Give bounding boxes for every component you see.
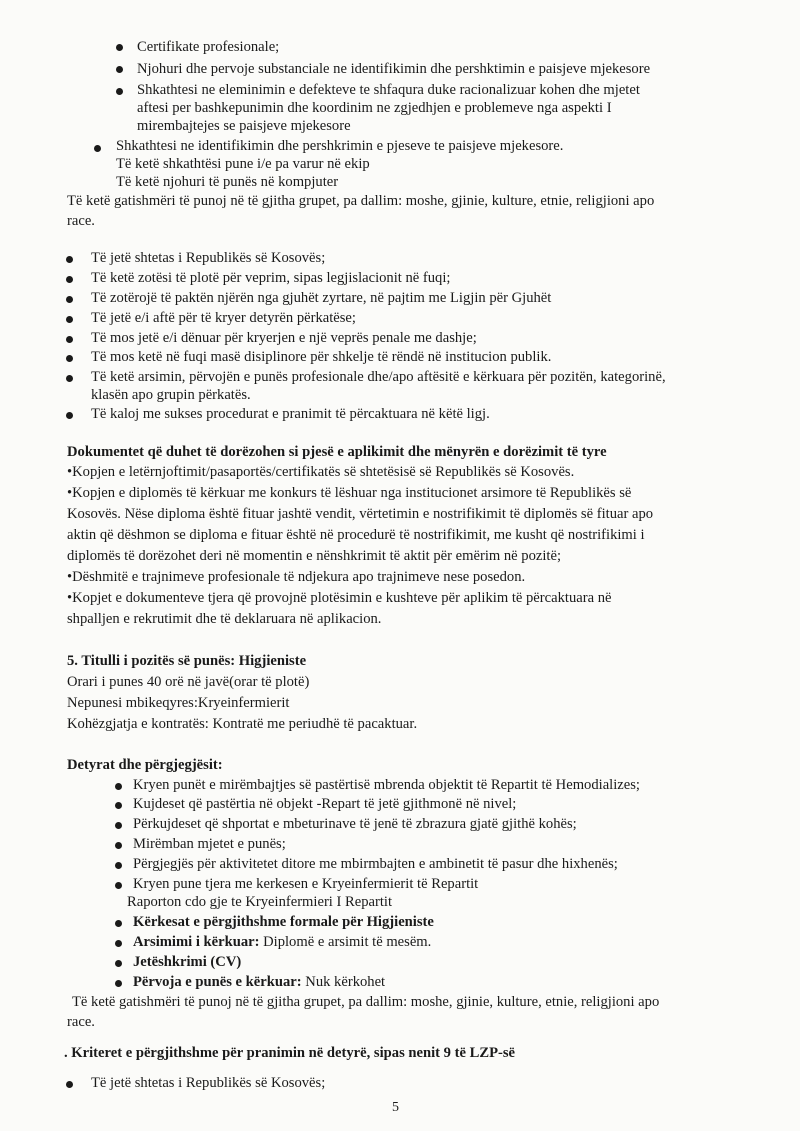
duty-item: Mirëmban mjetet e punës; — [133, 836, 286, 852]
skill-item: Shkathtesi ne identifikimin dhe pershkrimin e pjeseve te paisjeve mjekesore. — [116, 138, 564, 154]
bullet — [66, 316, 73, 323]
bullet — [66, 375, 73, 382]
position-supervisor: Nepunesi mbikeqyres:Kryeinfermierit — [67, 695, 290, 711]
bullet — [66, 412, 73, 419]
bullet — [94, 145, 101, 152]
skill-item-cont: Të ketë shkathtësi pune i/e pa varur në ekip — [116, 156, 370, 172]
criteria-heading: . Kriteret e përgjithshme për pranimin në detyrë, sipas nenit 9 të LZP-së — [64, 1045, 515, 1061]
education-requirement — [133, 933, 431, 951]
documents-line: shpalljen e rekrutimit dhe të deklaruara në aplikacion. — [67, 611, 382, 627]
documents-heading: Dokumentet që duhet të dorëzohen si pjesë e aplikimit dhe mënyrën e dorëzimit të tyre — [67, 444, 607, 460]
requirement-item: Të mos jetë e/i dënuar për kryerjen e një veprës penale me dashje; — [91, 330, 477, 346]
requirement-item: Të jetë e/i aftë për të kryer detyrën përkatëse; — [91, 310, 356, 326]
duty-item: Kryen punët e mirëmbajtjes së pastërtisë mbrenda objektit të Repartit të Hemodializes; — [133, 777, 640, 793]
documents-line: aktin që dëshmon se diploma e fituar është në procedurë të nostrifikimit, me kusht që nostrifikimi i — [67, 527, 645, 543]
bullet — [116, 88, 123, 95]
bullet — [115, 920, 122, 927]
requirement-item: Të ketë zotësi të plotë për veprim, sipas legjislacionit në fuqi; — [91, 270, 451, 286]
documents-line: •Dëshmitë e trajnimeve profesionale të ndjekura apo trajnimeve nese posedon. — [67, 569, 526, 585]
bullet — [115, 940, 122, 947]
bullet — [115, 882, 122, 889]
bullet — [115, 960, 122, 967]
bullet — [66, 296, 73, 303]
requirement-item: Të kaloj me sukses procedurat e pranimit të përcaktuara në këtë ligj. — [91, 406, 490, 422]
skill-item-cont: aftesi per bashkepunimin dhe koordinim ne zgjedhjen e problemeve nga aspekti I — [137, 100, 612, 116]
bullet — [66, 256, 73, 263]
bullet — [115, 980, 122, 987]
skill-item-cont: mirembajtejes se paisjeve mjekesore — [137, 118, 351, 134]
experience-requirement — [133, 973, 385, 991]
duty-item: Përkujdeset që shportat e mbeturinave të jenë të zbrazura gjatë gjithë kohës; — [133, 816, 577, 832]
position-duration: Kohëzgjatja e kontratës: Kontratë me periudhë të pacaktuar. — [67, 716, 418, 732]
duties-heading: Detyrat dhe përgjegjësit: — [67, 757, 223, 773]
formal-requirements-heading: Kërkesat e përgjithshme formale për Higjieniste — [133, 914, 434, 930]
skill-item: Shkathtesi ne eleminimin e defekteve te shfaqura duke racionalizuar kohen dhe mjetet — [137, 82, 640, 98]
requirement-item: Të mos ketë në fuqi masë disiplinore për shkelje të rëndë në institucion publik. — [91, 349, 552, 365]
experience-value: Nuk kërkohet — [301, 974, 386, 990]
requirement-item: Të zotërojë të paktën njërën nga gjuhët zyrtare, në pajtim me Ligjin për Gjuhët — [91, 290, 552, 306]
bullet — [66, 1081, 73, 1088]
equality-statement: Të ketë gatishmëri të punoj në të gjitha grupet, pa dallim: moshe, gjinie, kulture, etnie, religjioni apo — [67, 193, 655, 209]
skill-item: Njohuri dhe pervoje substanciale ne identifikimin dhe pershktimin e paisjeve mjekesore — [137, 61, 651, 77]
position-hours: Orari i punes 40 orë në javë(orar të plotë) — [67, 674, 310, 690]
duty-item: Përgjegjës për aktivitetet ditore me mbirmbajten e ambinetit të pasur dhe hixhenës; — [133, 856, 618, 872]
documents-line: Kosovës. Nëse diploma është fituar jashtë vendit, vërtetimin e nostrifikimit të diplomës së fituar apo — [67, 506, 654, 522]
bullet — [115, 862, 122, 869]
documents-line: diplomës të dorëzohet deri në momentin e nënshkrimit të aktit për emërim në pozitë; — [67, 548, 562, 564]
skill-item-cont: Të ketë njohuri të punës në kompjuter — [116, 174, 339, 190]
requirement-item-cont: klasën apo grupin përkatës. — [91, 387, 251, 403]
skill-item: Certifikate profesionale; — [137, 39, 280, 55]
education-label: Arsimimi i kërkuar: — [133, 934, 260, 950]
criteria-item: Të jetë shtetas i Republikës së Kosovës; — [91, 1075, 326, 1091]
page-number: 5 — [392, 1100, 399, 1115]
education-value: Diplomë e arsimit të mesëm. — [259, 934, 432, 950]
equality-statement-cont: race. — [67, 213, 95, 229]
duty-item: Kujdeset që pastërtia në objekt -Repart të jetë gjithmonë në nivel; — [133, 796, 517, 812]
experience-label: Përvoja e punës e kërkuar: — [133, 974, 302, 990]
documents-line: •Kopjet e dokumenteve tjera që provojnë plotësimin e kushteve për aplikim të përcaktuara në — [67, 590, 612, 606]
documents-line: •Kopjen e letërnjoftimit/pasaportës/certifikatës së shtetësisë së Republikës së Kosovës. — [67, 464, 575, 480]
documents-line: •Kopjen e diplomës të kërkuar me konkurs të lëshuar nga institucionet arsimore të Republikës së — [67, 485, 632, 501]
requirement-item: Të jetë shtetas i Republikës së Kosovës; — [91, 250, 326, 266]
bullet — [66, 355, 73, 362]
bullet — [116, 44, 123, 51]
bullet — [115, 783, 122, 790]
bullet — [116, 66, 123, 73]
requirement-item: Të ketë arsimin, përvojën e punës profesionale dhe/apo aftësitë e kërkuara për pozitën, kategorinë, — [91, 369, 666, 385]
bullet — [115, 842, 122, 849]
equality-statement: Të ketë gatishmëri të punoj në të gjitha grupet, pa dallim: moshe, gjinie, kulture, etnie, religjioni apo — [72, 994, 660, 1010]
position-title: 5. Titulli i pozitës së punës: Higjieniste — [67, 653, 307, 669]
duty-item: Kryen pune tjera me kerkesen e Kryeinfermierit të Repartit — [133, 876, 479, 892]
bullet — [66, 336, 73, 343]
duty-item-cont: Raporton cdo gje te Kryeinfermieri I Repartit — [127, 894, 393, 910]
equality-statement-cont: race. — [67, 1014, 95, 1030]
bullet — [115, 802, 122, 809]
bullet — [66, 276, 73, 283]
cv-requirement: Jetëshkrimi (CV) — [133, 954, 242, 970]
bullet — [115, 822, 122, 829]
